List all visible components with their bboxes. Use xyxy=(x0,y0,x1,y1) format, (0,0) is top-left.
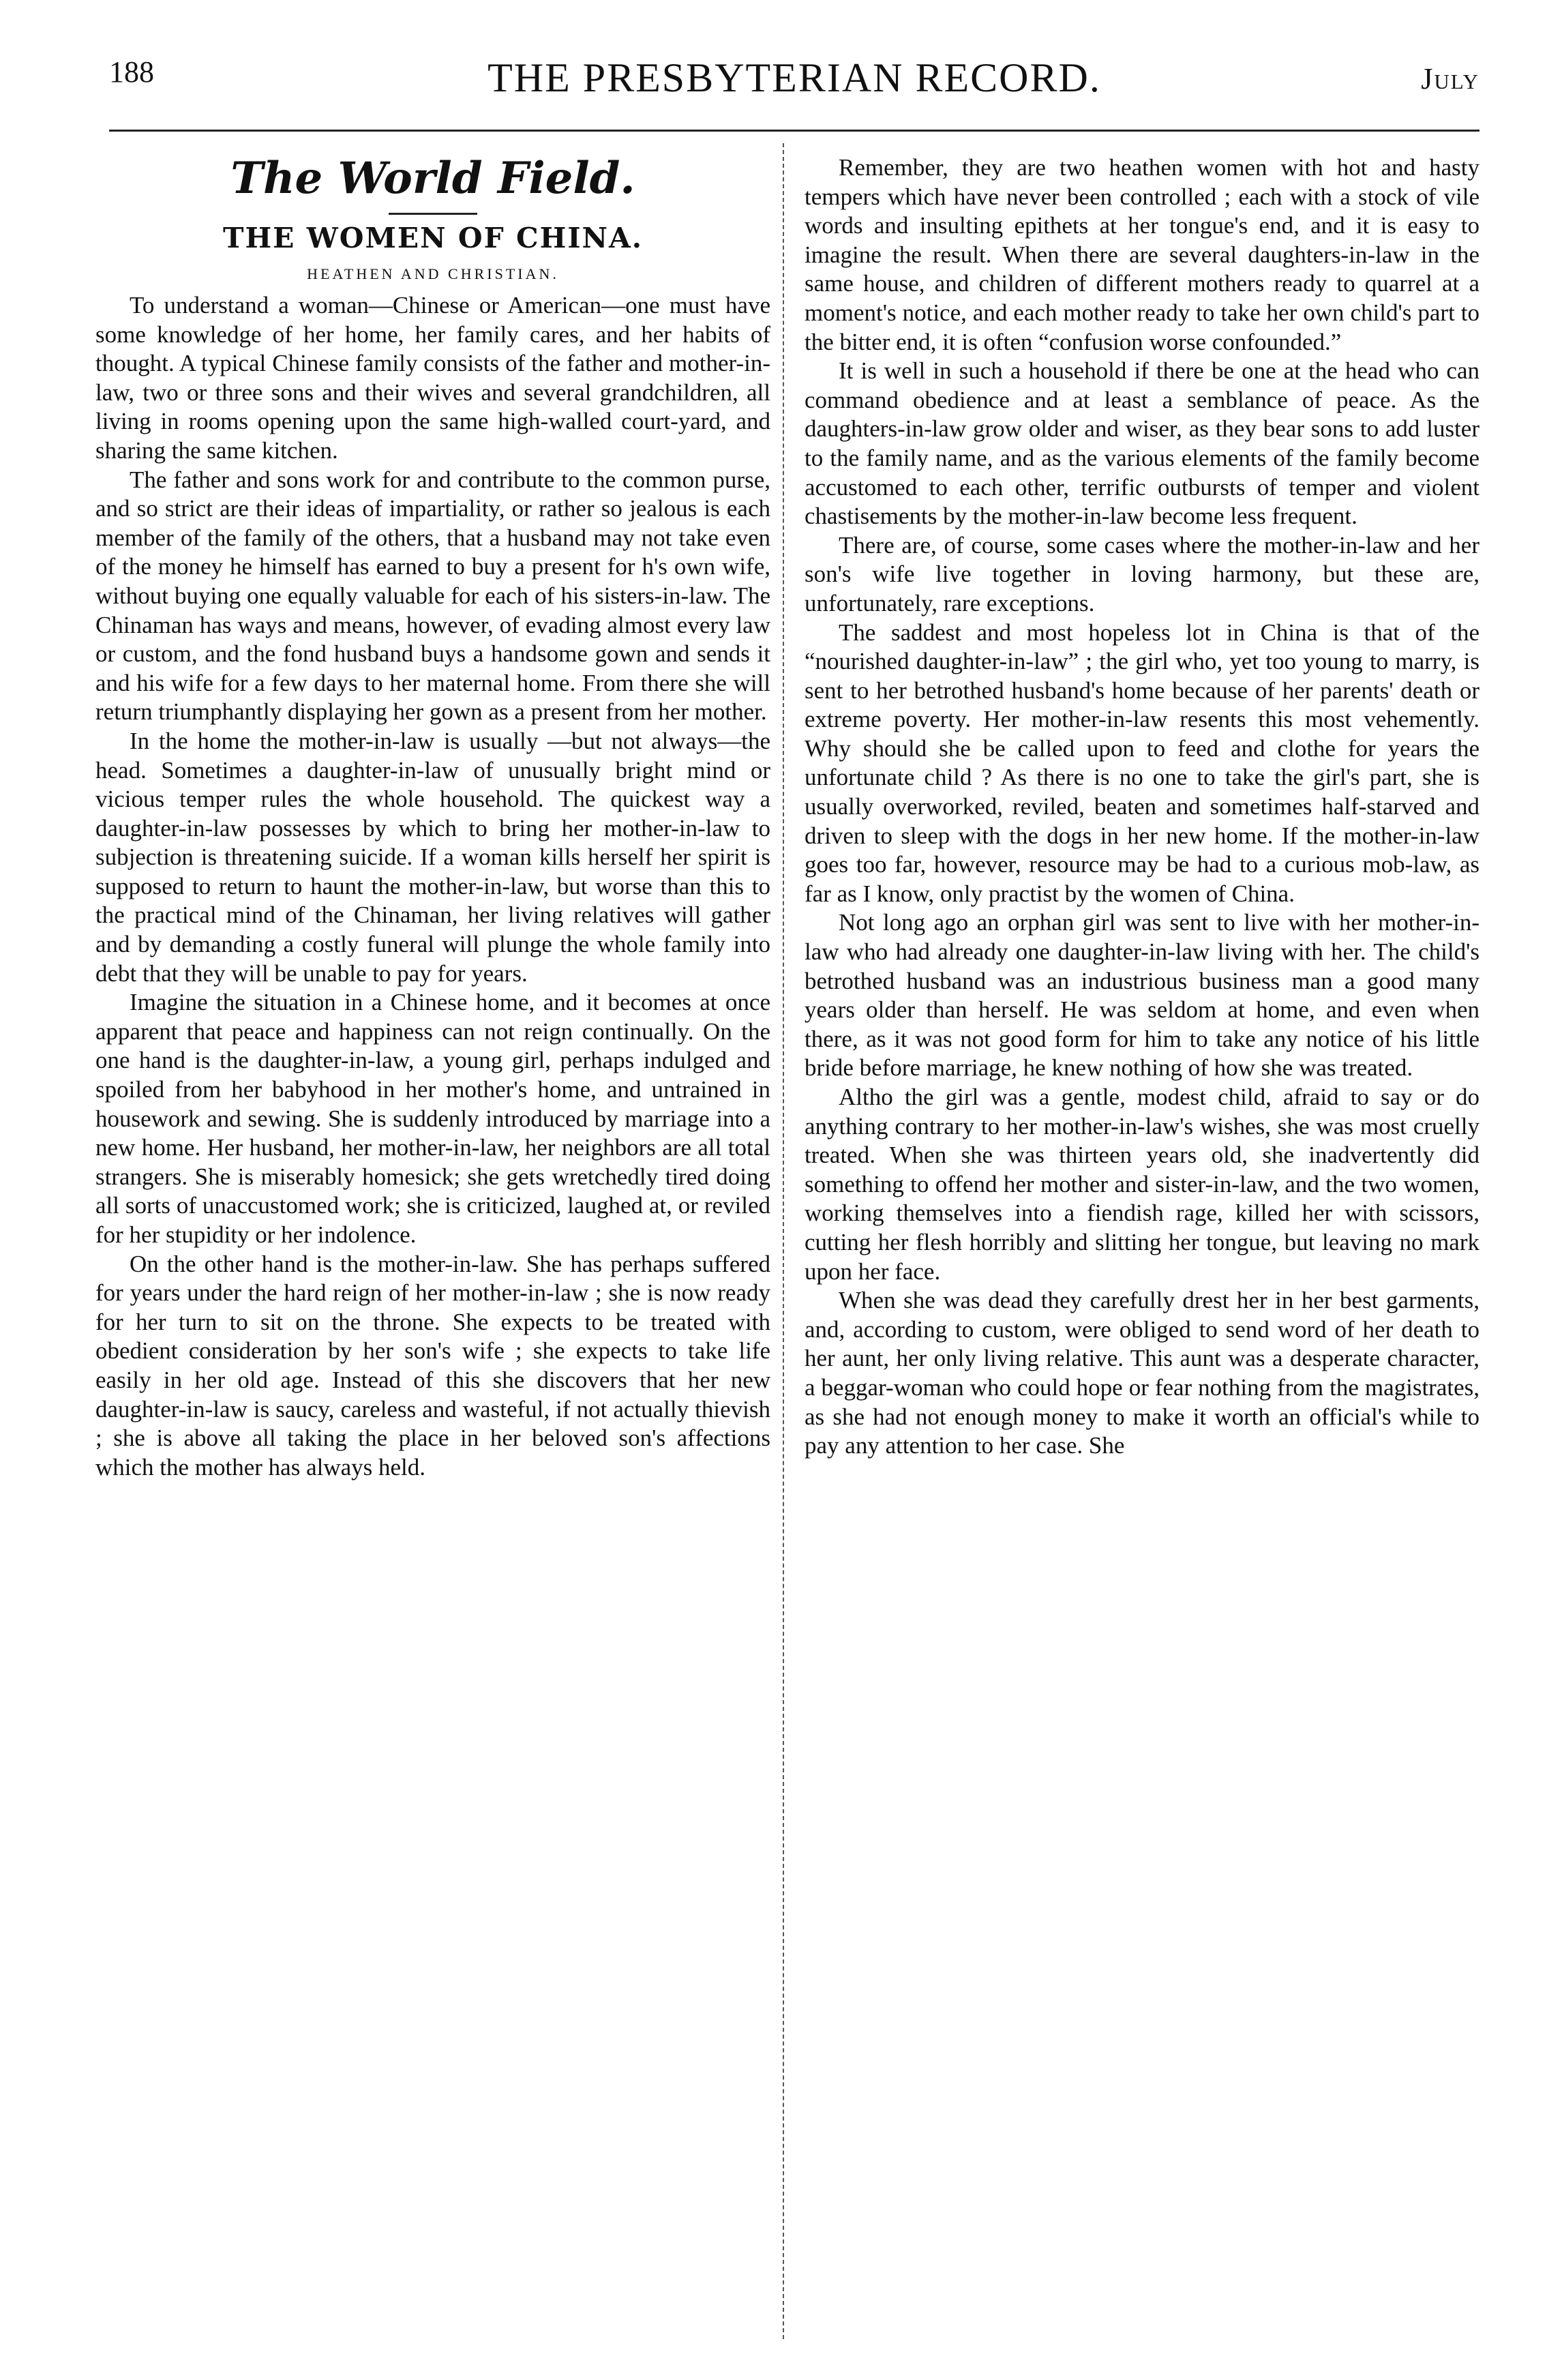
left-paragraph-2: The father and sons work for and contribute to the common purse, and so strict are their ideas of impartiality, or rather so jealous is each member of the family of the others, that a husband may not take even of the money he himself has earned to buy a present for h's own wife, without buying one equally valuable for each of his sisters-in-law. The Chinaman has ways and means, however, of evading almost every law or custom, and the fond husband buys a handsome gown and sends it and his wife for a few days to her maternal home. From there she will return triumphantly displaying her gown as a present from her mother. xyxy=(95,466,770,726)
left-paragraph-1: To understand a woman—Chinese or American—one must have some knowledge of her home, her family cares, and her habits of thought. A typical Chinese family consists of the father and mother-in-law, two or three sons and their wives and several grandchildren, all living in rooms opening upon the same high-walled court-yard, and sharing the same kitchen. xyxy=(95,292,770,464)
right-paragraph-5: Not long ago an orphan girl was sent to live with her mother-in-law who had already one daughter-in-law living with her. The child's betrothed husband was an industrious business man a good many years older than herself. He was seldom at home, and even when there, as it was not good form for him to take any notice of his little bride before marriage, he knew nothing of how she was treated. xyxy=(805,909,1480,1082)
right-paragraph-4: The saddest and most hopeless lot in China is that of the “nourished daughter-in-law” ; the girl who, yet too young to marry, is sent to her betrothed husband's home because of her parents' death or extreme poverty. Her mother-in-law resents this most vehemently. Why should she be called upon to feed and clothe for years the unfortunate child ? As there is no one to take the girl's part, she is usually overworked, reviled, beaten and sometimes half-starved and driven to sleep with the dogs in her new home. If the mother-in-law goes too far, however, resource may be had to a curious mob-law, as far as I know, only practist by the women of China. xyxy=(805,619,1480,907)
right-paragraph-1: Remember, they are two heathen women with hot and hasty tempers which have never been controlled ; each with a stock of vile words and insulting epithets at her tongue's end, and it is easy to imagine the result. When there are several daughters-in-law in the same house, and children of different mothers ready to quarrel at a moment's notice, and each mother ready to take her own child's part to the bitter end, it is often “confusion worse confounded.” xyxy=(805,154,1480,355)
page-header xyxy=(109,41,1480,116)
right-paragraph-6: Altho the girl was a gentle, modest child, afraid to say or do anything contrary to her mother-in-law's wishes, she was most cruelly treated. When she was thirteen years old, she inadvertently did something to offend her mother and sister-in-law, and the two women, working themselves into a fiendish rage, killed her with scissors, cutting her flesh horribly and slitting her tongue, but leaving no mark upon her face. xyxy=(805,1084,1480,1285)
right-paragraph-3: There are, of course, some cases where the mother-in-law and her son's wife live together in loving harmony, but these are, unfortunately, rare exceptions. xyxy=(805,531,1480,616)
journal-title: THE PRESBYTERIAN RECORD. xyxy=(487,55,1101,100)
section-rule xyxy=(389,213,477,215)
column-divider xyxy=(783,143,784,2339)
left-paragraph-4: Imagine the situation in a Chinese home, and it becomes at once apparent that peace and happiness can not reign continually. On the one hand is the daughter-in-law, a young girl, perhaps indulged and spoiled from her babyhood in her mother's home, and untrained in housework and sewing. She is suddenly introduced by marriage into a new home. Her husband, her mother-in-law, her neighbors are all total strangers. She is miserably homesick; she gets wretchedly tired doing all sorts of unaccustomed work; she is criticized, laughed at, or reviled for her stupidity or her indolence. xyxy=(95,989,770,1248)
right-paragraph-7: When she was dead they carefully drest her in her best garments, and, according to custom, were obliged to send word of her death to her aunt, her only living relative. This aunt was a desperate character, a beggar-woman who could hope or fear nothing from the magistrates, as she had not enough money to make it worth an official's while to pay any attention to her case. She xyxy=(805,1287,1480,1459)
article-title: THE WOMEN OF CHINA. xyxy=(222,222,644,254)
section-title: The World Field. xyxy=(230,153,635,204)
left-column xyxy=(95,136,770,1482)
right-column xyxy=(805,153,1480,1461)
article-subtitle: HEATHEN AND CHRISTIAN. xyxy=(307,265,559,282)
issue-month: July xyxy=(1421,62,1480,95)
right-paragraph-2: It is well in such a household if there be one at the head who can command obedience and at least a semblance of peace. As the daughters-in-law grow older and wiser, as they bear sons to add luster to the family name, and as the various elements of the family become accustomed to each other, terrific outbursts of temper and violent chastisements by the mother-in-law become less frequent. xyxy=(805,357,1480,530)
left-paragraph-3: In the home the mother-in-law is usually —but not always—the head. Sometimes a daughter-in-law of unusually bright mind or vicious temper rules the whole household. The quickest way a daughter-in-law possesses by which to bring her mother-in-law to subjection is threatening suicide. If a woman kills herself her spirit is supposed to return to haunt the mother-in-law, but worse than this to the practical mind of the Chinaman, her living relatives will gather and by demanding a costly funeral will plunge the whole family into debt that they will be unable to pay for years. xyxy=(95,727,770,987)
header-rule xyxy=(109,130,1480,132)
left-paragraph-5: On the other hand is the mother-in-law. She has perhaps suffered for years under the hard reign of her mother-in-law ; she is now ready for her turn to sit on the throne. She expects to be treated with obedient consideration by her son's wife ; she expects to take life easily in her old age. Instead of this she discovers that her new daughter-in-law is saucy, careless and wasteful, if not actually thievish ; she is above all taking the place in her beloved son's affections which the mother has always held. xyxy=(95,1250,770,1481)
page-number: 188 xyxy=(109,55,154,89)
